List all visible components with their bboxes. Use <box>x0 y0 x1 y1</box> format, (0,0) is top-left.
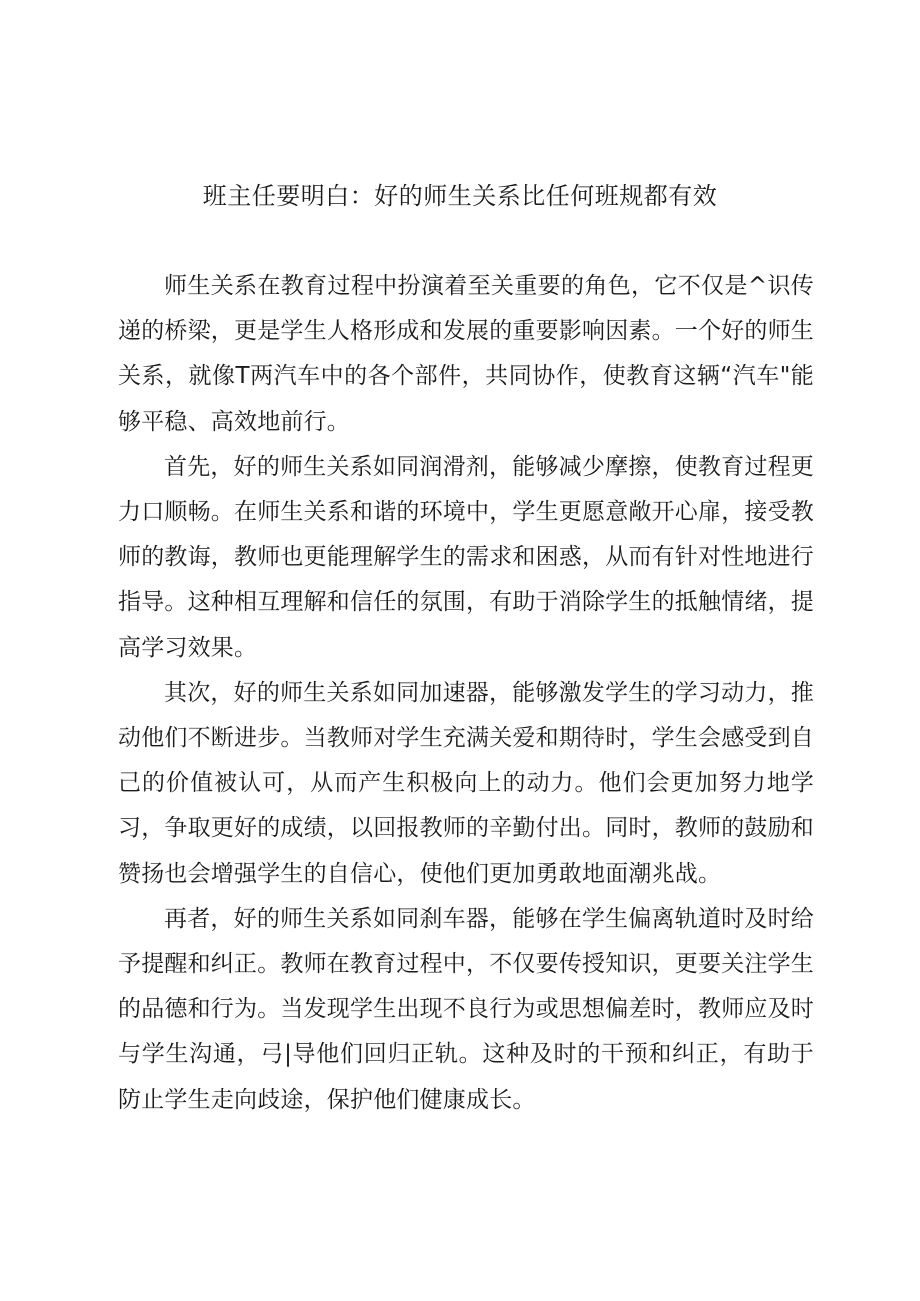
paragraph-third: 再者，好的师生关系如同刹车器，能够在学生偏离轨道时及时给予提醒和纠正。教师在教育过程中，不仅要传授知识，更要关注学生的品德和行为。当发现学生出现不良行为或思想偏差时，教师应及时与学生沟通，弓|导他们回归正轨。这种及时的干预和纠正，有助于防止学生走向歧途，保护他们健康成长。 <box>118 905 814 1113</box>
document-title: 班主任要明白：好的师生关系比任何班规都有效 <box>202 182 718 210</box>
document-body <box>118 264 814 1123</box>
paragraph-intro: 师生关系在教育过程中扮演着至关重要的角色，它不仅是^识传递的桥梁，更是学生人格形成和发展的重要影响因素。一个好的师生关系，就像T两汽车中的各个部件，共同协作，使教育这辆“汽车"能够平稳、高效地前行。 <box>118 273 814 435</box>
paragraph-second: 其次，好的师生关系如同加速器，能够激发学生的学习动力，推动他们不断进步。当教师对学生充满关爱和期待时，学生会感受到自己的价值被认可，从而产生积极向上的动力。他们会更加努力地学习，争取更好的成绩，以回报教师的辛勤付出。同时，教师的鼓励和赞扬也会增强学生的自信心，使他们更加勇敢地面潮兆战。 <box>118 679 814 887</box>
paragraph-first: 首先，好的师生关系如同润滑剂，能够减少摩擦，使教育过程更力口顺畅。在师生关系和谐的环境中，学生更愿意敞开心扉，接受教师的教诲，教师也更能理解学生的需求和困惑，从而有针对性地进行指导。这种相互理解和信任的氛围，有助于消除学生的抵触情绪，提高学习效果。 <box>118 453 814 661</box>
